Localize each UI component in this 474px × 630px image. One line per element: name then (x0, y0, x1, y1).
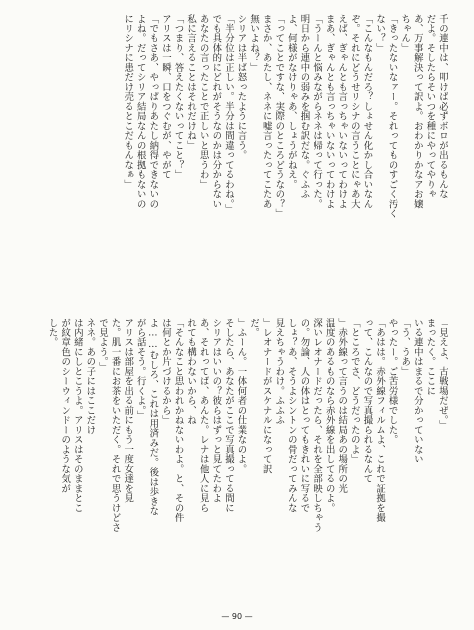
page-number: — 90 — (221, 612, 253, 621)
lower-text-block: 「見えよ、古戦場だぜ。」 まったく。ここに いる連中はまるで分かっていない 「う、うあ」 やったー。ご苦労様でした。 「あはは。赤外線フィルムよ、これで証拠を撮 って、こんなので写真撮られるなんて 「ところでさ、どうだったのよ」 」赤外線って言うのは結局あの場所の光 温度のあるものなら赤外線を出してるのよ。 深いレオナードだったら、それを全部映しちゃう の。勿論、人の体はとってもきれいに写るで しょ？あ、そうよシントンの骨だってみんな 見えちゃうわけ。ふふふ 」レオナードがスケナルになって訳 だ。 」ふーん。一体何者の仕業なのよ。 そしたら、あなたがここで写真撮ってる間に シリアはいいの？彼らはずっと見てたわよ あ、それってば、あんた。レナは他人に見ら れても構わないから、ね 「そんなこと思われかねないわよ。と、その件 は何とか片づけるから」 よ……むしろ、これは用済みだ。後は歩きな がら話そう。行くよ。」 アリスは部屋を出る前にもう一度女達を見 た。肌一番にお茶をいただく。それで思うけどさ で見よう。」 ネネ。あの子にはここだけ は内緒にしとこうよ。アリスはそのままとこ が紋章色のシーウィンドーのような気が した。 (46, 318, 448, 533)
upper-text-block: 千の連中は、叩けば必ずボロが出るもんな だよ。そしたらそいつを種にやってやりゃ あ、万事解決って訳よ。おわかりかなアお嬢 ちゃん」 「きったないなァー。それってものすごく汚く ない？」 「こんなもんだろ？しょせん化かし合いなん ぞ。それにどうせリシナの言うことにゃあ大 えば、ぎゃんとも言っちゃいないってわけよ まあ、ぎゃんとも言っちゃいないってわけよ 「うーんと悩みながらネネは帰って行った。 明日から連中の弱みを掴む訳だな。ぐふふ よ、何様がなけりゃあ、しょうがねえ。 「ってことですな、実際のところどうなの？」 まさか、あたし、ネネに嘘言ったってこたあ 無いよね？」 シリアは半ば怒ったように言う。 「半分位は正しい。半分は間違ってるわね。」 でも具体的にどれがそうなのかは分からない あなたの言ったことで正しいと思うわ」 私に言えることはそれだけね」 「つまり、答えたくないってこと？」 アリスは一瞬、口をつぐむが、やがて 「でもさあ、やっぱりあたし納得できないの よね。だってシリア結局なんの根拠もないの にリシナに患だけ売るとこだもんなぁ」 (122, 14, 448, 219)
